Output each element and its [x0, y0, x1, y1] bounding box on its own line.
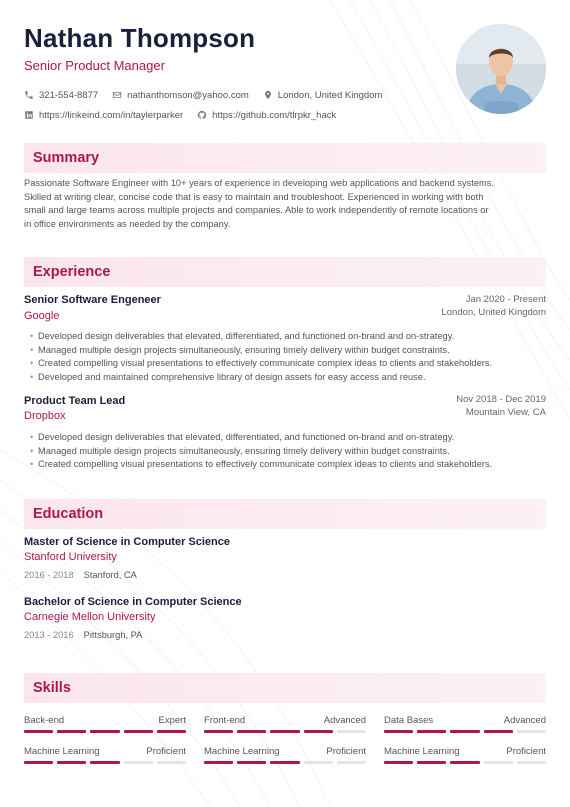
contact-email[interactable] — [112, 90, 249, 101]
skill-bar-segment — [450, 761, 479, 764]
list-item: • Created compelling visual presentations to effectively communicate complex ideas to clients and stakeholders. — [30, 458, 546, 472]
skill-bar-segment — [204, 761, 233, 764]
contact-info — [24, 85, 444, 125]
education-meta — [24, 630, 142, 640]
list-item: • Created compelling visual presentations to effectively communicate complex ideas to clients and stakeholders. — [30, 357, 546, 371]
skill-bar-segment — [484, 761, 513, 764]
location-pin-icon — [263, 90, 273, 100]
skill-item — [204, 715, 366, 739]
skill-bar-segment — [270, 761, 299, 764]
contact-row — [24, 85, 444, 105]
job-bullets — [30, 330, 546, 384]
profile-photo-image — [456, 24, 546, 114]
job-title: Product Team Lead — [24, 395, 126, 407]
skill-level-bar — [24, 761, 186, 764]
list-item: • Managed multiple design projects simultaneously, ensuring timely delivery within budget constraints. — [30, 344, 546, 358]
contact-phone — [24, 90, 98, 101]
skill-bar-segment — [157, 761, 186, 764]
section-header-experience — [24, 257, 546, 287]
skill-name: Machine Learning — [24, 746, 100, 757]
job-location: Mountain View, CA — [465, 407, 546, 418]
skill-bar-segment — [484, 730, 513, 733]
section-header-education — [24, 499, 546, 529]
skill-bar-segment — [24, 761, 53, 764]
phone-icon — [24, 90, 34, 100]
skill-level-bar — [204, 761, 366, 764]
section-header-skills — [24, 673, 546, 703]
profile-photo — [456, 24, 546, 114]
skill-bar-segment — [384, 730, 413, 733]
linkedin-icon — [24, 110, 34, 120]
skill-level: Advanced — [503, 715, 546, 726]
skill-bar-segment — [337, 761, 366, 764]
skill-bar-segment — [124, 761, 153, 764]
section-title: Skills — [33, 680, 71, 696]
skill-bar-segment — [304, 730, 333, 733]
skill-bar-segment — [24, 730, 53, 733]
education-location: Stanford, CA — [83, 570, 137, 580]
skill-bar-segment — [450, 730, 479, 733]
skill-name: Front-end — [204, 715, 246, 726]
skill-name: Machine Learning — [204, 746, 280, 757]
skill-bar-segment — [270, 730, 299, 733]
github-text: https://github.com/tlrpkr_hack — [212, 109, 337, 121]
education-degree: Master of Science in Computer Science — [24, 536, 231, 548]
skill-level: Proficient — [326, 746, 366, 757]
summary-line: Passionate Software Engineer with 10+ years of experience in developing web applications and backend systems. — [24, 178, 495, 188]
summary-line: small and large teams across multiple projects and companies. Able to work independently of remote locations or — [24, 205, 489, 216]
skill-bar-segment — [124, 730, 153, 733]
education-meta — [24, 570, 137, 580]
job-company: Google — [24, 310, 60, 322]
skill-level: Advanced — [323, 715, 366, 726]
skill-item — [24, 715, 186, 739]
skill-level-bar — [24, 730, 186, 733]
candidate-name: Nathan Thompson — [24, 23, 256, 53]
skill-item — [24, 746, 186, 770]
contact-linkedin[interactable] — [24, 110, 183, 121]
resume-header — [24, 22, 444, 125]
skill-bar-segment — [90, 730, 119, 733]
skill-bar-segment — [417, 761, 446, 764]
skill-bar-segment — [57, 761, 86, 764]
contact-row — [24, 105, 444, 125]
job-dates: Nov 2018 - Dec 2019 — [456, 394, 546, 405]
contact-github[interactable] — [197, 110, 336, 121]
education-school: Carnegie Mellon University — [24, 611, 156, 623]
summary-line: in office environments as needed by the company. — [24, 219, 231, 230]
skill-item — [204, 746, 366, 770]
github-icon — [197, 110, 207, 120]
education-school: Stanford University — [24, 551, 117, 563]
skill-level-bar — [384, 730, 546, 733]
list-item: • Developed design deliverables that elevated, differentiated, and functioned on-brand and on-strategy. — [30, 431, 546, 445]
education-degree: Bachelor of Science in Computer Science — [24, 596, 242, 608]
section-title: Education — [33, 506, 104, 522]
phone-text: 321-554-8877 — [39, 89, 99, 101]
skill-bar-segment — [237, 730, 266, 733]
skill-name: Machine Learning — [384, 746, 460, 757]
skill-bar-segment — [304, 761, 333, 764]
list-item: • Developed design deliverables that elevated, differentiated, and functioned on-brand and on-strategy. — [30, 330, 546, 344]
linkedin-text: https://linkeind.com/in/taylerparker — [39, 109, 184, 121]
skill-bar-segment — [417, 730, 446, 733]
skill-level: Proficient — [146, 746, 186, 757]
skill-level: Expert — [158, 715, 186, 726]
education-location: Pittsburgh, PA — [83, 630, 143, 640]
location-text: London, United Kingdom — [277, 89, 383, 101]
summary-text — [24, 177, 546, 232]
education-years: 2016 - 2018 — [24, 570, 74, 580]
skill-level: Proficient — [506, 746, 546, 757]
list-item: • Developed and maintained comprehensive library of design assets for easy access and reuse. — [30, 371, 546, 385]
skill-bar-segment — [204, 730, 233, 733]
skill-bar-segment — [90, 761, 119, 764]
skill-level-bar — [384, 761, 546, 764]
skill-name: Data Bases — [384, 715, 434, 726]
section-header-summary — [24, 143, 546, 173]
job-location: London, United Kingdom — [441, 307, 546, 318]
skill-name: Back-end — [24, 715, 65, 726]
job-company: Dropbox — [24, 410, 66, 422]
section-title: Summary — [33, 150, 100, 166]
skill-bar-segment — [517, 730, 546, 733]
candidate-role: Senior Product Manager — [24, 58, 165, 73]
skill-bar-segment — [237, 761, 266, 764]
job-title: Senior Software Engeneer — [24, 294, 161, 306]
skill-bar-segment — [384, 761, 413, 764]
skill-item — [384, 746, 546, 770]
skill-item — [384, 715, 546, 739]
skill-bar-segment — [517, 761, 546, 764]
email-text: nathanthomson@yahoo.com — [127, 89, 249, 101]
skill-bar-segment — [57, 730, 86, 733]
contact-location — [263, 90, 383, 101]
skill-bar-segment — [157, 730, 186, 733]
summary-line: Skilled at writing clear, concise code that is easy to maintain and troubleshoot. Experienced in working with both — [24, 191, 484, 202]
skill-bar-segment — [337, 730, 366, 733]
job-bullets — [30, 431, 546, 472]
section-title: Experience — [33, 264, 111, 280]
job-dates: Jan 2020 - Present — [465, 294, 546, 305]
education-years: 2013 - 2016 — [24, 630, 74, 640]
list-item: • Managed multiple design projects simultaneously, ensuring timely delivery within budget constraints. — [30, 445, 546, 459]
mail-icon — [112, 90, 122, 100]
skill-level-bar — [204, 730, 366, 733]
